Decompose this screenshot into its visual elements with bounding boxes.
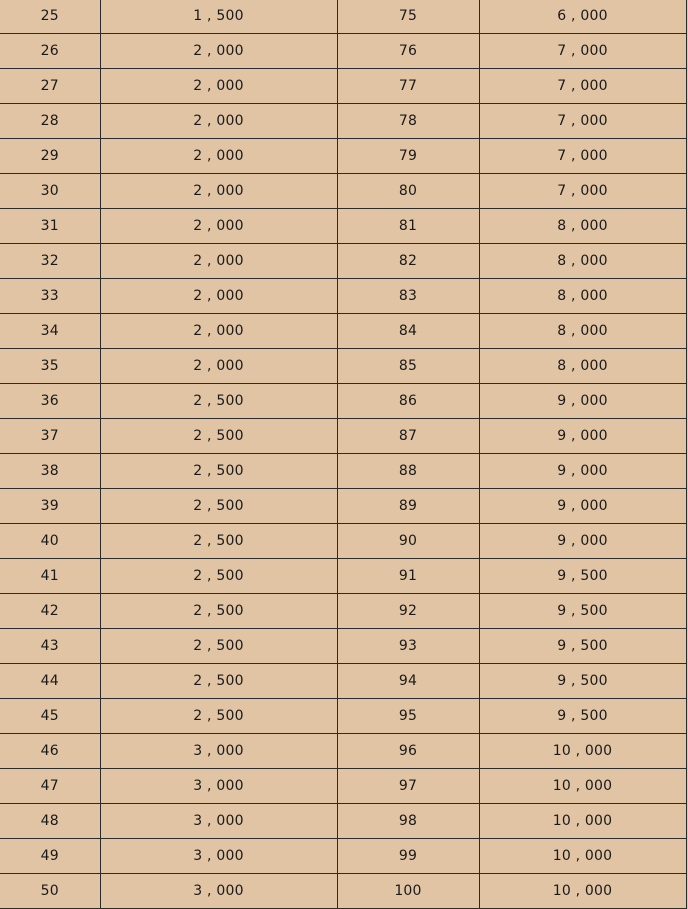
left-value-cell: 2 , 000 <box>100 104 337 139</box>
left-level-cell: 39 <box>0 489 100 524</box>
left-level-cell: 45 <box>0 699 100 734</box>
left-level-cell: 38 <box>0 454 100 489</box>
left-value-cell: 2 , 500 <box>100 594 337 629</box>
left-value-cell: 2 , 500 <box>100 629 337 664</box>
right-value-cell: 8 , 000 <box>479 209 686 244</box>
left-level-cell: 44 <box>0 664 100 699</box>
right-level-cell: 91 <box>337 559 479 594</box>
right-level-cell: 89 <box>337 489 479 524</box>
right-value-cell: 9 , 000 <box>479 419 686 454</box>
table-row <box>0 174 686 209</box>
left-level-cell: 33 <box>0 279 100 314</box>
right-level-cell: 80 <box>337 174 479 209</box>
right-value-cell: 8 , 000 <box>479 244 686 279</box>
right-level-cell: 94 <box>337 664 479 699</box>
right-value-cell: 9 , 000 <box>479 524 686 559</box>
left-value-cell: 2 , 000 <box>100 349 337 384</box>
right-level-cell: 97 <box>337 769 479 804</box>
right-value-cell: 9 , 500 <box>479 699 686 734</box>
left-level-cell: 34 <box>0 314 100 349</box>
right-level-cell: 82 <box>337 244 479 279</box>
left-level-cell: 26 <box>0 34 100 69</box>
right-value-cell: 10 , 000 <box>479 874 686 909</box>
right-value-cell: 6 , 000 <box>479 0 686 34</box>
left-value-cell: 3 , 000 <box>100 874 337 909</box>
table-row <box>0 139 686 174</box>
right-value-cell: 9 , 500 <box>479 664 686 699</box>
table-row <box>0 594 686 629</box>
left-level-cell: 29 <box>0 139 100 174</box>
table-row <box>0 209 686 244</box>
right-level-cell: 83 <box>337 279 479 314</box>
right-level-cell: 88 <box>337 454 479 489</box>
left-value-cell: 3 , 000 <box>100 804 337 839</box>
right-value-cell: 9 , 000 <box>479 454 686 489</box>
table-row <box>0 0 686 34</box>
right-level-cell: 86 <box>337 384 479 419</box>
right-value-cell: 9 , 500 <box>479 594 686 629</box>
table-row <box>0 454 686 489</box>
right-level-cell: 95 <box>337 699 479 734</box>
right-value-cell: 9 , 500 <box>479 629 686 664</box>
table-row <box>0 629 686 664</box>
left-value-cell: 2 , 500 <box>100 384 337 419</box>
right-value-cell: 9 , 000 <box>479 489 686 524</box>
right-level-cell: 84 <box>337 314 479 349</box>
left-level-cell: 40 <box>0 524 100 559</box>
right-level-cell: 100 <box>337 874 479 909</box>
left-level-cell: 48 <box>0 804 100 839</box>
left-value-cell: 2 , 000 <box>100 174 337 209</box>
table-row <box>0 384 686 419</box>
left-level-cell: 46 <box>0 734 100 769</box>
left-value-cell: 3 , 000 <box>100 769 337 804</box>
right-value-cell: 10 , 000 <box>479 804 686 839</box>
left-value-cell: 3 , 000 <box>100 839 337 874</box>
table-row <box>0 314 686 349</box>
left-level-cell: 43 <box>0 629 100 664</box>
table-row <box>0 104 686 139</box>
left-value-cell: 2 , 500 <box>100 454 337 489</box>
table-row <box>0 874 686 909</box>
left-level-cell: 28 <box>0 104 100 139</box>
right-level-cell: 98 <box>337 804 479 839</box>
left-level-cell: 31 <box>0 209 100 244</box>
right-value-cell: 10 , 000 <box>479 769 686 804</box>
right-level-cell: 87 <box>337 419 479 454</box>
left-value-cell: 2 , 000 <box>100 279 337 314</box>
table-row <box>0 524 686 559</box>
left-value-cell: 2 , 000 <box>100 69 337 104</box>
right-level-cell: 78 <box>337 104 479 139</box>
right-value-cell: 7 , 000 <box>479 139 686 174</box>
left-value-cell: 2 , 000 <box>100 314 337 349</box>
left-level-cell: 27 <box>0 69 100 104</box>
left-level-cell: 37 <box>0 419 100 454</box>
table-row <box>0 804 686 839</box>
right-value-cell: 9 , 500 <box>479 559 686 594</box>
left-level-cell: 41 <box>0 559 100 594</box>
left-level-cell: 47 <box>0 769 100 804</box>
right-level-cell: 79 <box>337 139 479 174</box>
right-value-cell: 7 , 000 <box>479 104 686 139</box>
left-level-cell: 30 <box>0 174 100 209</box>
left-value-cell: 2 , 000 <box>100 34 337 69</box>
right-value-cell: 8 , 000 <box>479 349 686 384</box>
table-row <box>0 839 686 874</box>
right-level-cell: 76 <box>337 34 479 69</box>
right-level-cell: 96 <box>337 734 479 769</box>
right-level-cell: 99 <box>337 839 479 874</box>
right-value-cell: 9 , 000 <box>479 384 686 419</box>
right-value-cell: 8 , 000 <box>479 314 686 349</box>
left-level-cell: 25 <box>0 0 100 34</box>
left-value-cell: 2 , 500 <box>100 664 337 699</box>
left-value-cell: 2 , 500 <box>100 419 337 454</box>
right-level-cell: 92 <box>337 594 479 629</box>
left-level-cell: 50 <box>0 874 100 909</box>
left-level-cell: 49 <box>0 839 100 874</box>
table-row <box>0 769 686 804</box>
left-value-cell: 2 , 500 <box>100 489 337 524</box>
left-value-cell: 2 , 500 <box>100 699 337 734</box>
table-row <box>0 559 686 594</box>
table-row <box>0 664 686 699</box>
left-level-cell: 35 <box>0 349 100 384</box>
right-level-cell: 90 <box>337 524 479 559</box>
right-value-cell: 10 , 000 <box>479 839 686 874</box>
left-value-cell: 2 , 500 <box>100 524 337 559</box>
table-row <box>0 699 686 734</box>
table-row <box>0 734 686 769</box>
table-row <box>0 489 686 524</box>
table-row <box>0 34 686 69</box>
left-value-cell: 1 , 500 <box>100 0 337 34</box>
left-value-cell: 3 , 000 <box>100 734 337 769</box>
left-level-cell: 42 <box>0 594 100 629</box>
left-value-cell: 2 , 500 <box>100 559 337 594</box>
left-level-cell: 36 <box>0 384 100 419</box>
right-level-cell: 77 <box>337 69 479 104</box>
table-row <box>0 244 686 279</box>
table-row <box>0 69 686 104</box>
table-row <box>0 419 686 454</box>
right-value-cell: 8 , 000 <box>479 279 686 314</box>
right-level-cell: 93 <box>337 629 479 664</box>
right-level-cell: 81 <box>337 209 479 244</box>
left-value-cell: 2 , 000 <box>100 244 337 279</box>
right-value-cell: 7 , 000 <box>479 174 686 209</box>
left-level-cell: 32 <box>0 244 100 279</box>
left-value-cell: 2 , 000 <box>100 209 337 244</box>
right-value-cell: 10 , 000 <box>479 734 686 769</box>
table-row <box>0 279 686 314</box>
left-value-cell: 2 , 000 <box>100 139 337 174</box>
table-row <box>0 349 686 384</box>
right-value-cell: 7 , 000 <box>479 34 686 69</box>
right-level-cell: 85 <box>337 349 479 384</box>
right-level-cell: 75 <box>337 0 479 34</box>
right-value-cell: 7 , 000 <box>479 69 686 104</box>
